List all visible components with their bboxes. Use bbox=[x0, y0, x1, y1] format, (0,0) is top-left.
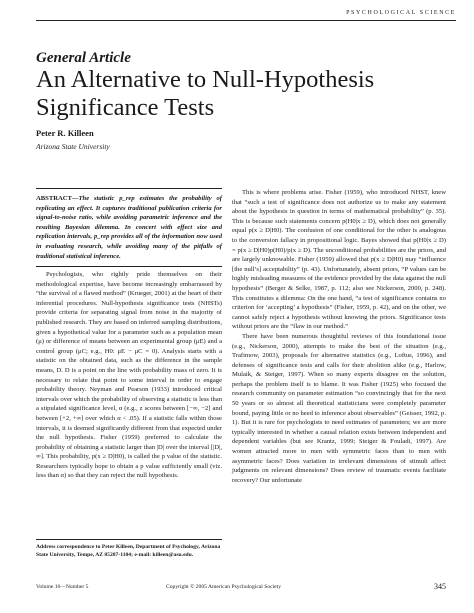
header-rule bbox=[36, 20, 456, 21]
abstract-text: The statistic p_rep estimates the probability of replicating an effect. It captures traditional publication criteria for signal-to-noise ratio, while avoiding parametric inference and the resulting Bayesian dilemma. In concert with effect size and replication intervals, p_rep provides all of the information now used in evaluating research, while avoiding many of the pitfalls of traditional statistical inference. bbox=[36, 195, 222, 260]
copyright-notice: Copyright © 2005 American Psychological Society bbox=[166, 584, 282, 590]
footnote-rule bbox=[36, 539, 222, 540]
body-column-left bbox=[36, 270, 222, 481]
article-type: General Article bbox=[36, 50, 131, 66]
volume-number: Volume 16—Number 5 bbox=[36, 584, 89, 590]
body-paragraph: Psychologists, who rightly pride themselves on their methodological expertise, have become increasingly embarrassed by “the survival of a flawed method” (Krueger, 2001) at the heart of their inferential procedures. Null-hypothesis significance tests (NHSTs) provide criteria for separating signal from noise in the majority of published research. They are based on inferred sampling distributions, given a hypothetical value for a parameter such as a population mean (μ) or difference of means between an experimental group (μE) and a control group (μC; e.g., H0: μE − μC = 0). Analysis starts with a statistic on the obtained data, such as the difference in the sample means, D. D is a point on the line with probability mass of zero. It is necessary to relate that point to some interval in order to engage probability theory. Neyman and Pearson (1933) introduced critical intervals over which the probability of observing a statistic is less than a stipulated significance level, α (e.g., z scores between [−∞, −2] and between [+2, +∞] over which α < .05). If a statistic falls within those intervals, it is deemed significantly different from that expected under the null hypothesis. Fisher (1959) preferred to calculate the probability of obtaining a statistic larger than |D| over the interval [|D|, ∞]. This probability, p(x ≥ D|H0), is called the p value of the statistic. Researchers typically hope to obtain a p value sufficiently small (viz. less than α) so that they can reject the null hypothesis. bbox=[36, 271, 222, 480]
body-paragraph: This is where problems arise. Fisher (1959), who introduced NHST, knew that “such a test of significance does not authorize us to make any statement about the hypothesis in question in terms of mathematical probability” (p. 35). This is because such statements concern p(H0|x ≥ D), which does not generally equal p(x ≥ D|H0). The confusion of one conditional for the other is analogous to the conversion fallacy in propositional logic. Bayes showed that p(H0|x ≥ D) = p(x ≥ D|H0)p(H0)/p(x ≥ D). The unconditional probabilities are the priors, and are largely unknowable. Fisher (1959) allowed that p(x ≥ D|H0) may “influence [the null’s] acceptability” (p. 43). Unfortunately, absent priors, “P values can be highly misleading measures of the evidence provided by the data against the null hypothesis” (Berger & Selke, 1987, p. 112; also see Nickerson, 2000, p. 248). This constitutes a dilemma: On the one hand, “a test of significance contains no criterion for ‘accepting’ a hypothesis” (Fisher, 1959, p. 42), and on the other, we cannot safely reject a hypothesis without knowing the priors. Significance tests without priors are the “flaw in our method.” bbox=[232, 189, 446, 331]
article-title: An Alternative to Null-Hypothesis Significance Tests bbox=[36, 66, 375, 121]
abstract-box bbox=[36, 188, 222, 267]
author-name: Peter R. Killeen bbox=[36, 128, 94, 138]
body-paragraph: There have been numerous thoughtful reviews of this foundational issue (e.g., Nickerson, 2000), attempts to make the best of the situation (e.g., Trafimow, 2003), proposals for alternative statistics (e.g., Loftus, 1996), and defenses of significance tests and calls for their abolition alike (e.g., Harlow, Mulaik, & Steiger, 1997). When so many experts disagree on the solution, perhaps the problem itself is to blame. It was Fisher (1925) who focused the research community on parameter estimation “so convincingly that for the next 50 years or so almost all theoretical statisticians were completely parameter bound, paying little or no heed to inference about observables” (Geisser, 1992, p. 1). But it is rare for psychologists to need estimates of parameters; we are more typically interested in whether a causal relation exists between independent and dependent variables (but see Krantz, 1999; Steiger & Fouladi, 1997). Are women attracted more to men with symmetric faces than to men with asymmetric faces? Does variation in irrelevant dimensions of stimuli affect judgments on relevant dimensions? Does review of traumatic events facilitate recovery? Our unfortunate bbox=[232, 332, 446, 484]
author-affiliation: Arizona State University bbox=[36, 142, 110, 151]
page-number: 345 bbox=[434, 582, 446, 591]
abstract bbox=[36, 194, 222, 261]
body-column-right bbox=[232, 188, 446, 485]
correspondence-footnote: Address correspondence to Peter Killeen, Department of Psychology, Arizona State University, Tempe, AZ 85287-1104; e-mail: killeen@asu.edu. bbox=[36, 544, 221, 558]
page-footer bbox=[36, 582, 456, 591]
journal-name: PSYCHOLOGICAL SCIENCE bbox=[346, 10, 456, 16]
abstract-label: ABSTRACT— bbox=[36, 195, 79, 202]
